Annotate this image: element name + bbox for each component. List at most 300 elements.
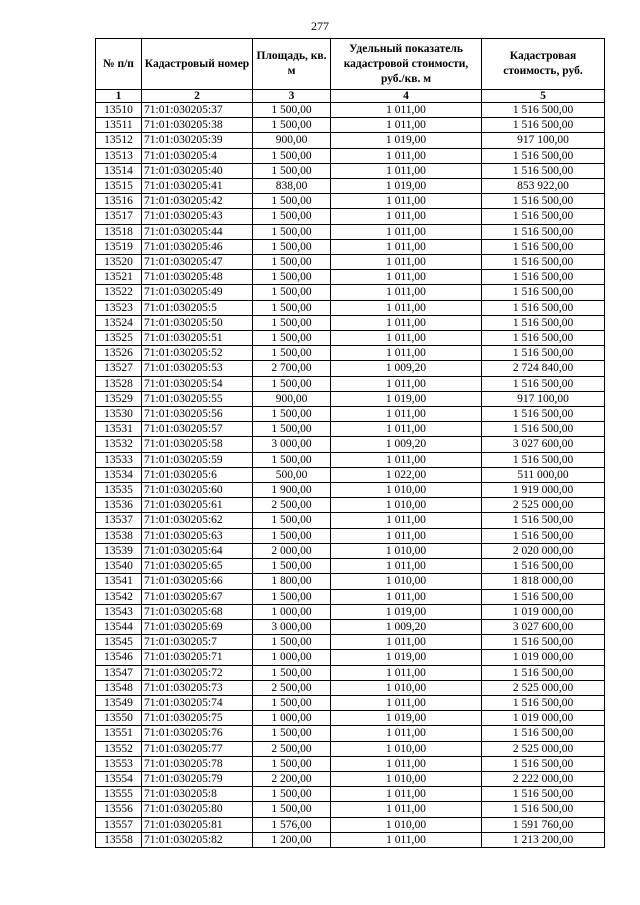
cell-cadastral-number: 71:01:030205:41 — [142, 179, 253, 194]
cell-cadastral-number: 71:01:030205:51 — [142, 331, 253, 346]
cell-cadastral-value: 1 516 500,00 — [482, 148, 605, 163]
cell-unit-value: 1 011,00 — [331, 315, 482, 330]
cell-unit-value: 1 010,00 — [331, 771, 482, 786]
cell-cadastral-number: 71:01:030205:72 — [142, 665, 253, 680]
table-row — [96, 741, 605, 756]
table-row — [96, 103, 605, 118]
table-row — [96, 391, 605, 406]
cell-unit-value: 1 011,00 — [331, 300, 482, 315]
cell-row-number: 13542 — [96, 589, 142, 604]
cell-cadastral-number: 71:01:030205:52 — [142, 346, 253, 361]
cell-row-number: 13519 — [96, 239, 142, 254]
column-number-row — [96, 90, 605, 103]
cell-row-number: 13526 — [96, 346, 142, 361]
cell-cadastral-number: 71:01:030205:5 — [142, 300, 253, 315]
table-row — [96, 483, 605, 498]
table-row — [96, 285, 605, 300]
cell-cadastral-number: 71:01:030205:56 — [142, 407, 253, 422]
cell-row-number: 13538 — [96, 528, 142, 543]
cell-cadastral-value: 917 100,00 — [482, 133, 605, 148]
cell-unit-value: 1 009,20 — [331, 361, 482, 376]
cell-area: 1 500,00 — [253, 255, 331, 270]
cell-area: 900,00 — [253, 391, 331, 406]
table-row — [96, 802, 605, 817]
cell-cadastral-value: 1 919 000,00 — [482, 483, 605, 498]
cell-row-number: 13528 — [96, 376, 142, 391]
cell-area: 1 500,00 — [253, 331, 331, 346]
header-area: Площадь, кв. м — [253, 39, 331, 90]
cell-row-number: 13551 — [96, 726, 142, 741]
cell-cadastral-value: 1 019 000,00 — [482, 711, 605, 726]
cell-row-number: 13514 — [96, 163, 142, 178]
cell-cadastral-number: 71:01:030205:67 — [142, 589, 253, 604]
cell-unit-value: 1 011,00 — [331, 513, 482, 528]
cell-area: 1 500,00 — [253, 224, 331, 239]
cell-area: 2 700,00 — [253, 361, 331, 376]
cell-area: 1 500,00 — [253, 270, 331, 285]
cell-cadastral-value: 1 516 500,00 — [482, 756, 605, 771]
cell-unit-value: 1 009,20 — [331, 437, 482, 452]
cell-cadastral-number: 71:01:030205:63 — [142, 528, 253, 543]
cell-unit-value: 1 011,00 — [331, 528, 482, 543]
cell-cadastral-number: 71:01:030205:74 — [142, 695, 253, 710]
cell-cadastral-value: 1 516 500,00 — [482, 376, 605, 391]
cell-unit-value: 1 011,00 — [331, 832, 482, 847]
cell-row-number: 13548 — [96, 680, 142, 695]
cell-cadastral-value: 1 516 500,00 — [482, 787, 605, 802]
cell-cadastral-value: 1 516 500,00 — [482, 452, 605, 467]
cell-row-number: 13532 — [96, 437, 142, 452]
cell-unit-value: 1 010,00 — [331, 817, 482, 832]
cell-unit-value: 1 011,00 — [331, 559, 482, 574]
header-row-number: № п/п — [96, 39, 142, 90]
table-row — [96, 604, 605, 619]
table-row — [96, 437, 605, 452]
cell-cadastral-value: 1 516 500,00 — [482, 285, 605, 300]
cell-row-number: 13537 — [96, 513, 142, 528]
table-row — [96, 589, 605, 604]
cell-area: 1 500,00 — [253, 528, 331, 543]
table-row — [96, 771, 605, 786]
table-row — [96, 680, 605, 695]
cell-area: 1 500,00 — [253, 695, 331, 710]
cell-unit-value: 1 011,00 — [331, 163, 482, 178]
table-row — [96, 467, 605, 482]
cell-row-number: 13527 — [96, 361, 142, 376]
header-cadastral-value: Кадастровая стоимость, руб. — [482, 39, 605, 90]
cell-cadastral-number: 71:01:030205:80 — [142, 802, 253, 817]
cell-unit-value: 1 011,00 — [331, 787, 482, 802]
cell-cadastral-number: 71:01:030205:48 — [142, 270, 253, 285]
cell-row-number: 13541 — [96, 574, 142, 589]
table-row — [96, 665, 605, 680]
cell-unit-value: 1 019,00 — [331, 650, 482, 665]
cell-unit-value: 1 011,00 — [331, 224, 482, 239]
cell-area: 1 500,00 — [253, 376, 331, 391]
table-row — [96, 452, 605, 467]
cell-cadastral-number: 71:01:030205:82 — [142, 832, 253, 847]
cell-cadastral-number: 71:01:030205:55 — [142, 391, 253, 406]
cell-cadastral-value: 1 516 500,00 — [482, 255, 605, 270]
table-row — [96, 194, 605, 209]
table-row — [96, 361, 605, 376]
cell-row-number: 13517 — [96, 209, 142, 224]
cell-cadastral-number: 71:01:030205:81 — [142, 817, 253, 832]
table-row — [96, 255, 605, 270]
cell-row-number: 13543 — [96, 604, 142, 619]
cell-unit-value: 1 019,00 — [331, 391, 482, 406]
cell-cadastral-number: 71:01:030205:73 — [142, 680, 253, 695]
cell-area: 1 500,00 — [253, 422, 331, 437]
cell-unit-value: 1 011,00 — [331, 118, 482, 133]
cell-area: 1 000,00 — [253, 604, 331, 619]
cell-row-number: 13520 — [96, 255, 142, 270]
cell-cadastral-value: 1 516 500,00 — [482, 635, 605, 650]
cell-cadastral-value: 1 516 500,00 — [482, 695, 605, 710]
cell-unit-value: 1 011,00 — [331, 802, 482, 817]
cell-cadastral-value: 1 818 000,00 — [482, 574, 605, 589]
cell-cadastral-value: 1 516 500,00 — [482, 407, 605, 422]
cell-cadastral-value: 1 516 500,00 — [482, 665, 605, 680]
cell-cadastral-value: 917 100,00 — [482, 391, 605, 406]
cell-area: 1 500,00 — [253, 148, 331, 163]
cell-cadastral-value: 1 516 500,00 — [482, 422, 605, 437]
cell-area: 2 500,00 — [253, 741, 331, 756]
cell-cadastral-number: 71:01:030205:50 — [142, 315, 253, 330]
cell-row-number: 13545 — [96, 635, 142, 650]
cell-cadastral-value: 1 516 500,00 — [482, 209, 605, 224]
cell-cadastral-number: 71:01:030205:38 — [142, 118, 253, 133]
cell-cadastral-value: 1 019 000,00 — [482, 650, 605, 665]
table-row — [96, 422, 605, 437]
cell-unit-value: 1 010,00 — [331, 498, 482, 513]
table-row — [96, 832, 605, 847]
cell-cadastral-number: 71:01:030205:39 — [142, 133, 253, 148]
cell-area: 3 000,00 — [253, 619, 331, 634]
cell-area: 1 500,00 — [253, 239, 331, 254]
cell-row-number: 13531 — [96, 422, 142, 437]
table-row — [96, 239, 605, 254]
table-row — [96, 118, 605, 133]
cell-cadastral-number: 71:01:030205:58 — [142, 437, 253, 452]
cell-area: 1 500,00 — [253, 665, 331, 680]
cell-cadastral-value: 1 516 500,00 — [482, 118, 605, 133]
cell-row-number: 13518 — [96, 224, 142, 239]
cell-row-number: 13547 — [96, 665, 142, 680]
cell-unit-value: 1 010,00 — [331, 741, 482, 756]
cell-cadastral-value: 1 516 500,00 — [482, 726, 605, 741]
table-row — [96, 756, 605, 771]
cell-unit-value: 1 011,00 — [331, 635, 482, 650]
cell-unit-value: 1 011,00 — [331, 239, 482, 254]
cell-area: 1 500,00 — [253, 787, 331, 802]
header-row — [96, 39, 605, 90]
cell-cadastral-number: 71:01:030205:71 — [142, 650, 253, 665]
cell-cadastral-number: 71:01:030205:53 — [142, 361, 253, 376]
table-row — [96, 513, 605, 528]
cell-area: 1 500,00 — [253, 118, 331, 133]
cell-row-number: 13557 — [96, 817, 142, 832]
cell-cadastral-number: 71:01:030205:49 — [142, 285, 253, 300]
table-row — [96, 650, 605, 665]
cell-cadastral-value: 2 020 000,00 — [482, 543, 605, 558]
cell-row-number: 13539 — [96, 543, 142, 558]
cell-area: 3 000,00 — [253, 437, 331, 452]
cell-cadastral-number: 71:01:030205:42 — [142, 194, 253, 209]
cell-area: 1 500,00 — [253, 300, 331, 315]
cell-cadastral-number: 71:01:030205:65 — [142, 559, 253, 574]
cell-cadastral-value: 1 591 760,00 — [482, 817, 605, 832]
cell-row-number: 13546 — [96, 650, 142, 665]
cell-cadastral-value: 1 516 500,00 — [482, 194, 605, 209]
cell-area: 1 500,00 — [253, 194, 331, 209]
cell-row-number: 13536 — [96, 498, 142, 513]
cell-cadastral-value: 1 516 500,00 — [482, 802, 605, 817]
cell-area: 1 500,00 — [253, 802, 331, 817]
cell-cadastral-number: 71:01:030205:77 — [142, 741, 253, 756]
cell-row-number: 13558 — [96, 832, 142, 847]
cell-row-number: 13556 — [96, 802, 142, 817]
header-cadastral-number: Кадастровый номер — [142, 39, 253, 90]
cell-cadastral-number: 71:01:030205:76 — [142, 726, 253, 741]
cell-unit-value: 1 011,00 — [331, 452, 482, 467]
cell-area: 1 576,00 — [253, 817, 331, 832]
cell-unit-value: 1 010,00 — [331, 680, 482, 695]
cell-cadastral-value: 2 724 840,00 — [482, 361, 605, 376]
cell-area: 1 500,00 — [253, 559, 331, 574]
cell-row-number: 13554 — [96, 771, 142, 786]
cell-row-number: 13512 — [96, 133, 142, 148]
table-row — [96, 528, 605, 543]
cell-unit-value: 1 011,00 — [331, 270, 482, 285]
cell-cadastral-number: 71:01:030205:46 — [142, 239, 253, 254]
cell-cadastral-value: 1 213 200,00 — [482, 832, 605, 847]
table-row — [96, 695, 605, 710]
cell-unit-value: 1 011,00 — [331, 376, 482, 391]
cell-row-number: 13540 — [96, 559, 142, 574]
table-row — [96, 300, 605, 315]
cell-cadastral-number: 71:01:030205:40 — [142, 163, 253, 178]
page-number: 277 — [311, 19, 329, 33]
cell-row-number: 13550 — [96, 711, 142, 726]
cell-cadastral-number: 71:01:030205:8 — [142, 787, 253, 802]
cell-cadastral-value: 853 922,00 — [482, 179, 605, 194]
cell-unit-value: 1 010,00 — [331, 574, 482, 589]
header-unit-value: Удельный показатель кадастровой стоимости, руб./кв. м — [331, 39, 482, 90]
table-row — [96, 346, 605, 361]
cell-cadastral-value: 1 516 500,00 — [482, 528, 605, 543]
table-row — [96, 726, 605, 741]
table-row — [96, 315, 605, 330]
table-row — [96, 543, 605, 558]
cell-area: 838,00 — [253, 179, 331, 194]
table-body — [96, 103, 605, 848]
table-row — [96, 559, 605, 574]
table-row — [96, 619, 605, 634]
cell-unit-value: 1 011,00 — [331, 331, 482, 346]
cell-unit-value: 1 009,20 — [331, 619, 482, 634]
cell-cadastral-value: 1 516 500,00 — [482, 300, 605, 315]
cell-row-number: 13524 — [96, 315, 142, 330]
cell-cadastral-number: 71:01:030205:6 — [142, 467, 253, 482]
cell-area: 1 800,00 — [253, 574, 331, 589]
cell-cadastral-value: 3 027 600,00 — [482, 437, 605, 452]
table-row — [96, 224, 605, 239]
cell-unit-value: 1 011,00 — [331, 209, 482, 224]
cell-cadastral-number: 71:01:030205:75 — [142, 711, 253, 726]
cell-area: 1 500,00 — [253, 589, 331, 604]
cell-row-number: 13535 — [96, 483, 142, 498]
cell-row-number: 13534 — [96, 467, 142, 482]
cell-cadastral-number: 71:01:030205:68 — [142, 604, 253, 619]
cadastral-value-table — [95, 38, 605, 848]
cell-cadastral-value: 1 516 500,00 — [482, 346, 605, 361]
cell-area: 900,00 — [253, 133, 331, 148]
cell-cadastral-number: 71:01:030205:37 — [142, 103, 253, 118]
cell-unit-value: 1 019,00 — [331, 179, 482, 194]
cell-area: 1 000,00 — [253, 650, 331, 665]
cell-cadastral-value: 1 516 500,00 — [482, 163, 605, 178]
cell-unit-value: 1 011,00 — [331, 346, 482, 361]
column-number: 2 — [142, 90, 253, 103]
cell-row-number: 13511 — [96, 118, 142, 133]
cell-cadastral-number: 71:01:030205:44 — [142, 224, 253, 239]
cell-area: 1 500,00 — [253, 726, 331, 741]
cell-cadastral-value: 511 000,00 — [482, 467, 605, 482]
cell-cadastral-value: 1 516 500,00 — [482, 559, 605, 574]
cell-row-number: 13549 — [96, 695, 142, 710]
cell-area: 1 900,00 — [253, 483, 331, 498]
column-number: 5 — [482, 90, 605, 103]
cell-unit-value: 1 019,00 — [331, 133, 482, 148]
table-row — [96, 148, 605, 163]
cell-unit-value: 1 010,00 — [331, 483, 482, 498]
table-row — [96, 574, 605, 589]
cell-area: 1 000,00 — [253, 711, 331, 726]
cell-unit-value: 1 011,00 — [331, 103, 482, 118]
cell-row-number: 13522 — [96, 285, 142, 300]
cell-row-number: 13515 — [96, 179, 142, 194]
cell-unit-value: 1 019,00 — [331, 711, 482, 726]
cell-area: 2 200,00 — [253, 771, 331, 786]
cell-area: 1 500,00 — [253, 346, 331, 361]
cell-row-number: 13521 — [96, 270, 142, 285]
cell-area: 1 500,00 — [253, 103, 331, 118]
cell-row-number: 13516 — [96, 194, 142, 209]
cell-cadastral-value: 1 516 500,00 — [482, 331, 605, 346]
cell-cadastral-number: 71:01:030205:60 — [142, 483, 253, 498]
cell-cadastral-value: 1 516 500,00 — [482, 224, 605, 239]
cell-row-number: 13523 — [96, 300, 142, 315]
cell-cadastral-value: 2 222 000,00 — [482, 771, 605, 786]
cell-area: 2 000,00 — [253, 543, 331, 558]
cell-area: 1 500,00 — [253, 756, 331, 771]
cell-unit-value: 1 011,00 — [331, 148, 482, 163]
cell-row-number: 13513 — [96, 148, 142, 163]
cell-cadastral-value: 1 516 500,00 — [482, 315, 605, 330]
table-row — [96, 787, 605, 802]
cell-area: 2 500,00 — [253, 680, 331, 695]
cell-area: 1 500,00 — [253, 209, 331, 224]
cell-cadastral-value: 1 516 500,00 — [482, 270, 605, 285]
table-row — [96, 163, 605, 178]
cell-cadastral-number: 71:01:030205:47 — [142, 255, 253, 270]
cell-area: 1 500,00 — [253, 635, 331, 650]
cell-unit-value: 1 010,00 — [331, 543, 482, 558]
table-row — [96, 270, 605, 285]
column-number: 4 — [331, 90, 482, 103]
cell-cadastral-number: 71:01:030205:4 — [142, 148, 253, 163]
table-row — [96, 209, 605, 224]
cell-cadastral-value: 1 516 500,00 — [482, 103, 605, 118]
cell-cadastral-value: 1 516 500,00 — [482, 239, 605, 254]
cell-area: 1 500,00 — [253, 407, 331, 422]
cell-row-number: 13533 — [96, 452, 142, 467]
cell-row-number: 13510 — [96, 103, 142, 118]
cell-unit-value: 1 011,00 — [331, 285, 482, 300]
cell-cadastral-number: 71:01:030205:7 — [142, 635, 253, 650]
cell-cadastral-number: 71:01:030205:43 — [142, 209, 253, 224]
cell-area: 1 500,00 — [253, 285, 331, 300]
cell-unit-value: 1 011,00 — [331, 422, 482, 437]
cell-cadastral-number: 71:01:030205:57 — [142, 422, 253, 437]
cell-row-number: 13525 — [96, 331, 142, 346]
cell-cadastral-number: 71:01:030205:62 — [142, 513, 253, 528]
cell-unit-value: 1 011,00 — [331, 726, 482, 741]
cell-row-number: 13552 — [96, 741, 142, 756]
cell-cadastral-value: 2 525 000,00 — [482, 680, 605, 695]
table-row — [96, 179, 605, 194]
cell-row-number: 13530 — [96, 407, 142, 422]
cell-row-number: 13553 — [96, 756, 142, 771]
cell-cadastral-number: 71:01:030205:64 — [142, 543, 253, 558]
cell-cadastral-value: 1 516 500,00 — [482, 513, 605, 528]
column-number: 3 — [253, 90, 331, 103]
table-row — [96, 817, 605, 832]
cell-cadastral-value: 2 525 000,00 — [482, 741, 605, 756]
table-row — [96, 407, 605, 422]
cell-unit-value: 1 011,00 — [331, 695, 482, 710]
cell-area: 1 500,00 — [253, 452, 331, 467]
cell-area: 2 500,00 — [253, 498, 331, 513]
cell-cadastral-value: 2 525 000,00 — [482, 498, 605, 513]
cell-unit-value: 1 011,00 — [331, 589, 482, 604]
cell-cadastral-number: 71:01:030205:54 — [142, 376, 253, 391]
table-row — [96, 635, 605, 650]
cell-row-number: 13529 — [96, 391, 142, 406]
cell-unit-value: 1 011,00 — [331, 194, 482, 209]
cell-cadastral-value: 3 027 600,00 — [482, 619, 605, 634]
cell-cadastral-number: 71:01:030205:59 — [142, 452, 253, 467]
cell-area: 1 500,00 — [253, 513, 331, 528]
cell-cadastral-number: 71:01:030205:61 — [142, 498, 253, 513]
column-number: 1 — [96, 90, 142, 103]
cell-unit-value: 1 022,00 — [331, 467, 482, 482]
cell-cadastral-number: 71:01:030205:66 — [142, 574, 253, 589]
cell-unit-value: 1 011,00 — [331, 665, 482, 680]
cell-unit-value: 1 011,00 — [331, 407, 482, 422]
cell-area: 1 500,00 — [253, 315, 331, 330]
cell-cadastral-value: 1 019 000,00 — [482, 604, 605, 619]
cell-area: 500,00 — [253, 467, 331, 482]
cell-area: 1 500,00 — [253, 163, 331, 178]
cell-row-number: 13544 — [96, 619, 142, 634]
table-row — [96, 331, 605, 346]
cell-row-number: 13555 — [96, 787, 142, 802]
cell-unit-value: 1 011,00 — [331, 756, 482, 771]
cell-unit-value: 1 019,00 — [331, 604, 482, 619]
cell-cadastral-value: 1 516 500,00 — [482, 589, 605, 604]
